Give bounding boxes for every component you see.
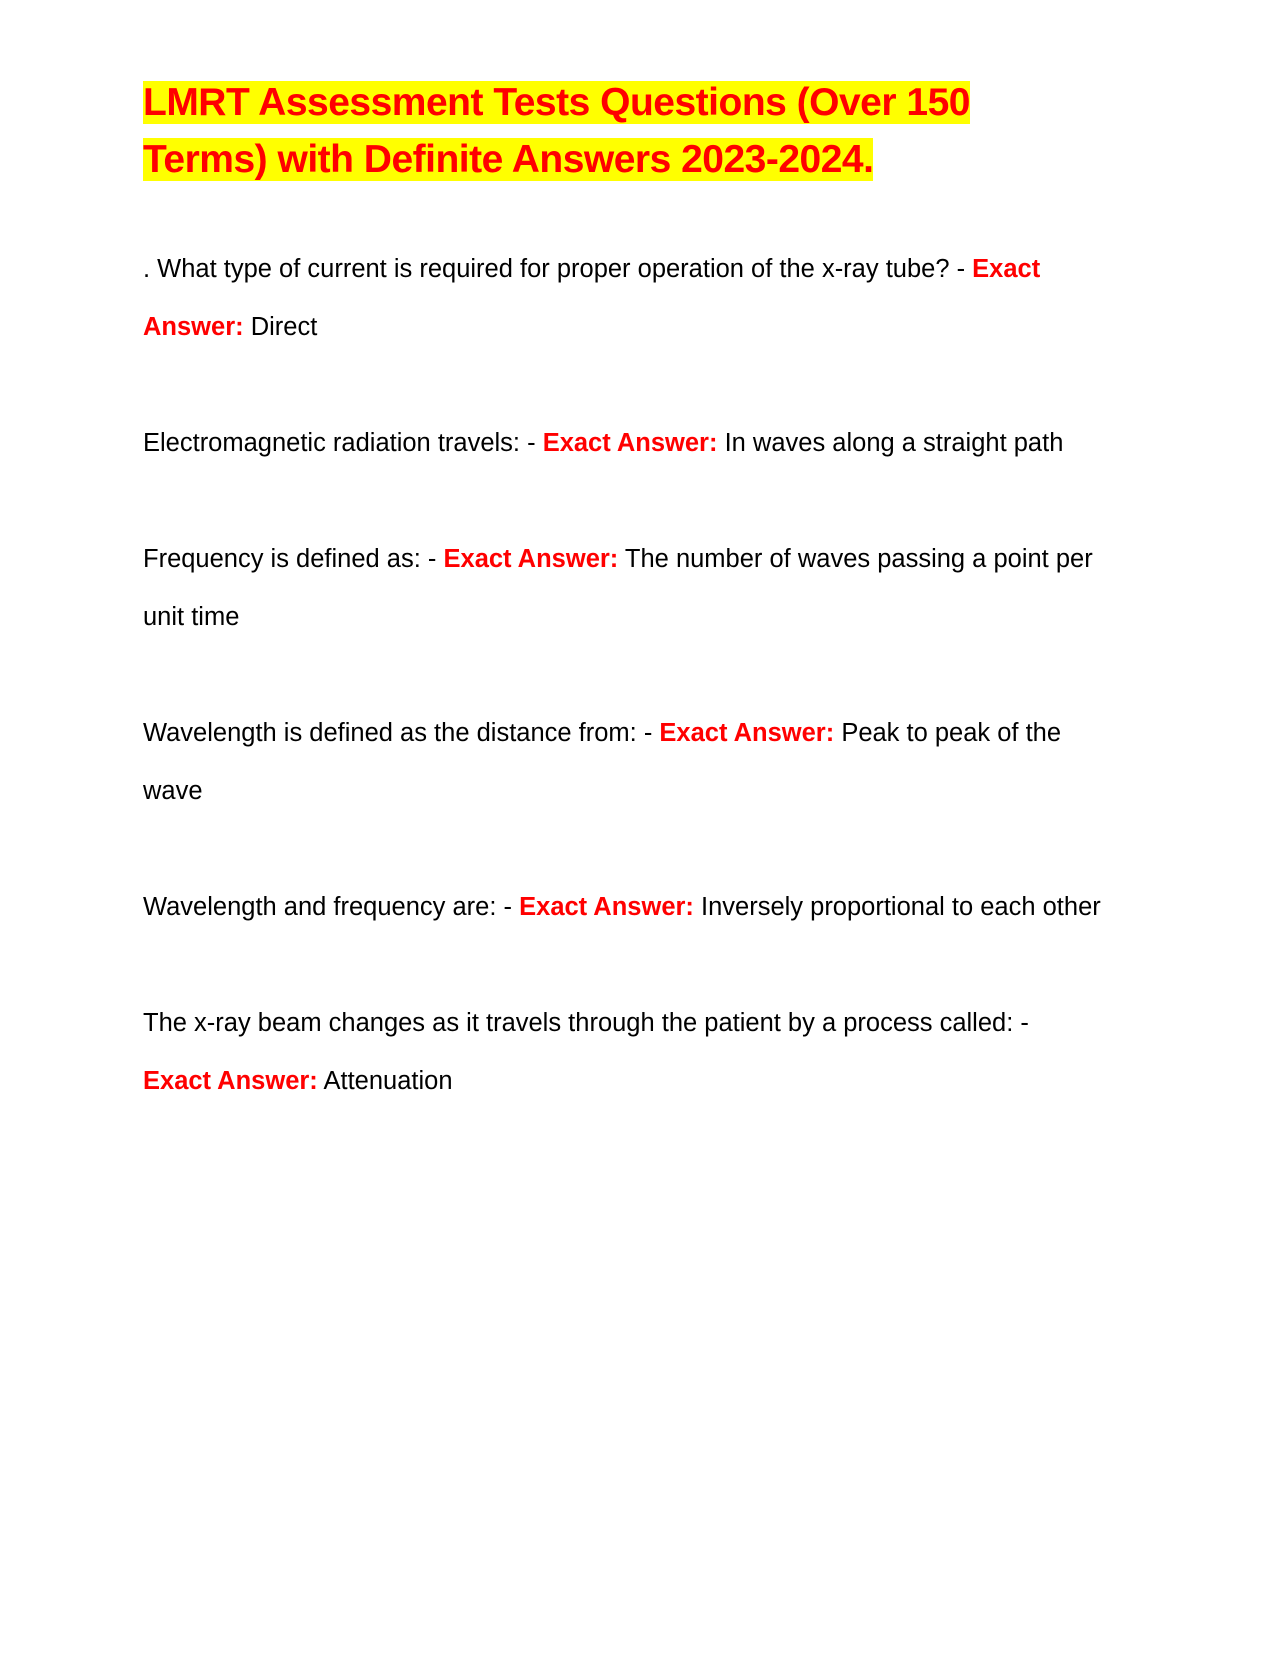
- title-highlight: LMRT Assessment Tests Questions (Over 150 Terms) with Definite Answers 2023-2024.: [143, 81, 970, 181]
- answer-text: Peak to peak of the wave: [143, 719, 1062, 805]
- answer-label: Exact Answer:: [143, 255, 1041, 341]
- question-text: Frequency is defined as:: [143, 545, 421, 573]
- answer-label: Exact Answer:: [659, 719, 835, 747]
- answer-label: Exact Answer:: [443, 545, 619, 573]
- separator: -: [949, 255, 973, 283]
- separator: -: [520, 429, 543, 457]
- qa-list: [143, 240, 1103, 1110]
- question-text: Electromagnetic radiation travels:: [143, 429, 521, 457]
- separator: -: [496, 893, 520, 921]
- question-text: The x-ray beam changes as it travels through the patient by a process called:: [143, 1009, 1014, 1037]
- qa-item: [143, 994, 1103, 1110]
- question-text: Wavelength is defined as the distance from:: [143, 719, 637, 747]
- qa-item: [143, 704, 1103, 820]
- answer-text: Attenuation: [323, 1067, 453, 1095]
- question-text: Wavelength and frequency are:: [143, 893, 497, 921]
- qa-item: [143, 530, 1103, 646]
- qa-item: [143, 878, 1103, 936]
- answer-text: In waves along a straight path: [724, 429, 1064, 457]
- answer-text: The number of waves passing a point per unit time: [143, 545, 1093, 631]
- answer-label: Exact Answer:: [519, 893, 694, 921]
- answer-text: Direct: [250, 313, 318, 341]
- qa-item: [143, 414, 1103, 472]
- document-page: [143, 74, 1103, 1110]
- document-title: [143, 74, 1043, 188]
- qa-item: [143, 240, 1103, 356]
- answer-label: Exact Answer:: [542, 429, 718, 457]
- answer-label: Exact Answer:: [143, 1067, 318, 1095]
- separator: -: [1013, 1009, 1029, 1037]
- question-text: . What type of current is required for proper operation of the x-ray tube?: [143, 255, 950, 283]
- answer-text: Inversely proportional to each other: [701, 893, 1101, 921]
- separator: -: [636, 719, 660, 747]
- separator: -: [420, 545, 444, 573]
